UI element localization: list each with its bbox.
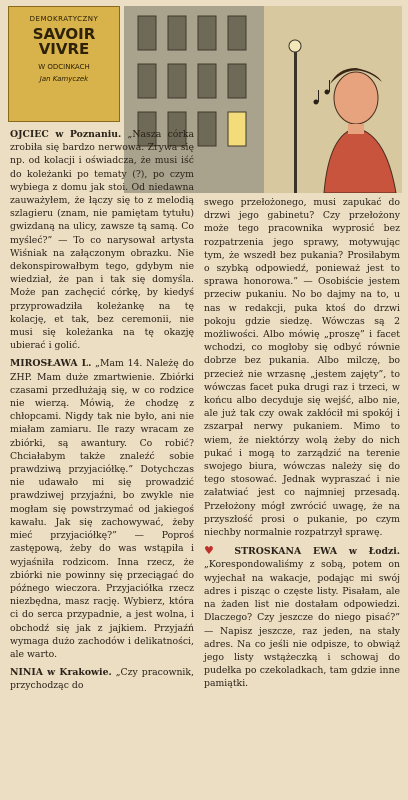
letter-lead: MIROSŁAWA L. [10, 358, 92, 370]
letter-lead: NINIA w Krakowie. [10, 667, 112, 679]
left-column [10, 128, 194, 698]
letter-miroslawa [10, 357, 194, 661]
letter-ojciec [10, 128, 194, 352]
column-logo [8, 6, 120, 122]
logo-line-2: SAVOIR VIVRE [32, 25, 96, 58]
letter-text: „Mam 14. Należę do ZHP. Mam duże zmartwienie. Zbiórki czasami przedłużają się, w co rodzice nie wierzą. Mówią, że chodzę z chłopcami. Nigdy tak nie było, ani nie miałam zamiaru. Ile razy wracam ze zbiórki, są awantury. Co robić? Chciałabym także znaleźć sobie prawdziwą przyjaciółkę.” Dotychczas nie udawało mi się prowadzić prawdziwej przyjaźni, bo zwykle nie mogłam się powstrzymać od jakiegoś kawału. Jak się zachowywać, żeby mieć przyjaciółkę?” — Poproś zastępową, żeby do was wstąpiła i wyjaśniła rodzicom. Inna rzecz, że zbiórki nie powinny się przeciągać do późnego wieczora. Przyjaciółka rzecz niezbędna, masz rację. Wybierz, która ci do serca przypadnie, a jest wolna, i obchodź się jak z jajkiem. Przyjaźń wymaga dużo zachodów i delikatności, ale warto. [10, 358, 194, 660]
letter-text: „Korespondowaliśmy z sobą, potem on wyjechał na wakacje, podając mi swój adres i pisząc o częste listy. Pisałam, ale na żaden list nie dostałam odpowiedzi. Dlaczego? Czy jeszcze do niego pisać?” — Napisz jeszcze, raz jeden, na stały adres. Na co jeśli nie odpisze, to obwiąż jego listy wstążeczką i schowaj do pudełka po czekoladkach, tam gdzie inne pamiątki. [204, 559, 400, 690]
right-column [204, 196, 400, 696]
logo-line-3: W ODCINKACH [38, 63, 90, 71]
logo-line-4: Jan Kamyczek [39, 75, 89, 83]
letter-text: „Nasza córka zrobiła się bardzo nerwowa. Zrywa się np. od kolacji i oświadcza, że musi iść do koleżanki po tematy (?), po czym wybiega z domu jak stoi. Od niedawna zauważyłem, że łączy się to z melodią szlagieru (znam, nie pamiętam tytułu) gwizdaną na ulicy, zawsze tą samą. Co myśleć?” — To co narysował artysta Wiśniak na załączonym obrazku. Nie dekonspirowałbym tego, gdybym nie wiedział, że pan i tak się domyśla. Może pan zachęcić córkę, by kiedyś przyprowadziła koleżankę na tę kolację, et tak, bez ceremonii, nie musi się koleżanka na tę okazję ubierać i golić. [10, 129, 195, 352]
heart-icon: ♥ [204, 544, 235, 558]
letter-text: swego przełożonego, musi zapukać do drzwi jego gabinetu? Czy przełożony może tego pracownika wyprosić bez rozpatrzenia jego sprawy, motywując tym, że wszedł bez pukania? Prosiłabym o szybką odpowiedź, ponieważ jest to sprawa honorowa.” — Osobiście jestem przeciw pukaniu. No bo dajmy na to, u nas w redakcji, puka ktoś do drzwi pokoju gdzie siedzę. Wówczas są 2 możliwości. Albo mówię „proszę” i facet wchodzi, co mogłoby się odbyć równie dobrze bez pukania. Albo milczę, bo przecież nie wrzasnę „jestem zajęty”, to wówczas facet puka drugi raz i trzeci, w końcu albo decyduje się wejść, albo nie, ale już tak czy owak zakłócił mi spokój i zszarpał nerwy pukaniem. Mimo to wiem, że niektórzy wolą żeby do nich pukać i mogą to zarządzić na terenie swojego biura, wówczas należy się do tego stosować. Jednak wypraszać i nie załatwiać jest co najmniej przesadą. Przełożony mógł zwrócić uwagę, że na przyszłość prosi o pukanie, po czym niechby normalnie rozpatrzył sprawę. [204, 197, 400, 539]
letter-lead: OJCIEC w Poznaniu. [10, 129, 122, 140]
letter-text: „Czy pracownik, przychodząc do [10, 667, 194, 692]
letter-lead: STROSKANA EWA w Łodzi. [234, 546, 401, 558]
letter-ninia [10, 666, 194, 692]
letter-ninia-continued [204, 196, 400, 539]
letter-stroskana-ewa [204, 544, 400, 690]
logo-line-1: DEMOKRATYCZNY [29, 15, 99, 23]
